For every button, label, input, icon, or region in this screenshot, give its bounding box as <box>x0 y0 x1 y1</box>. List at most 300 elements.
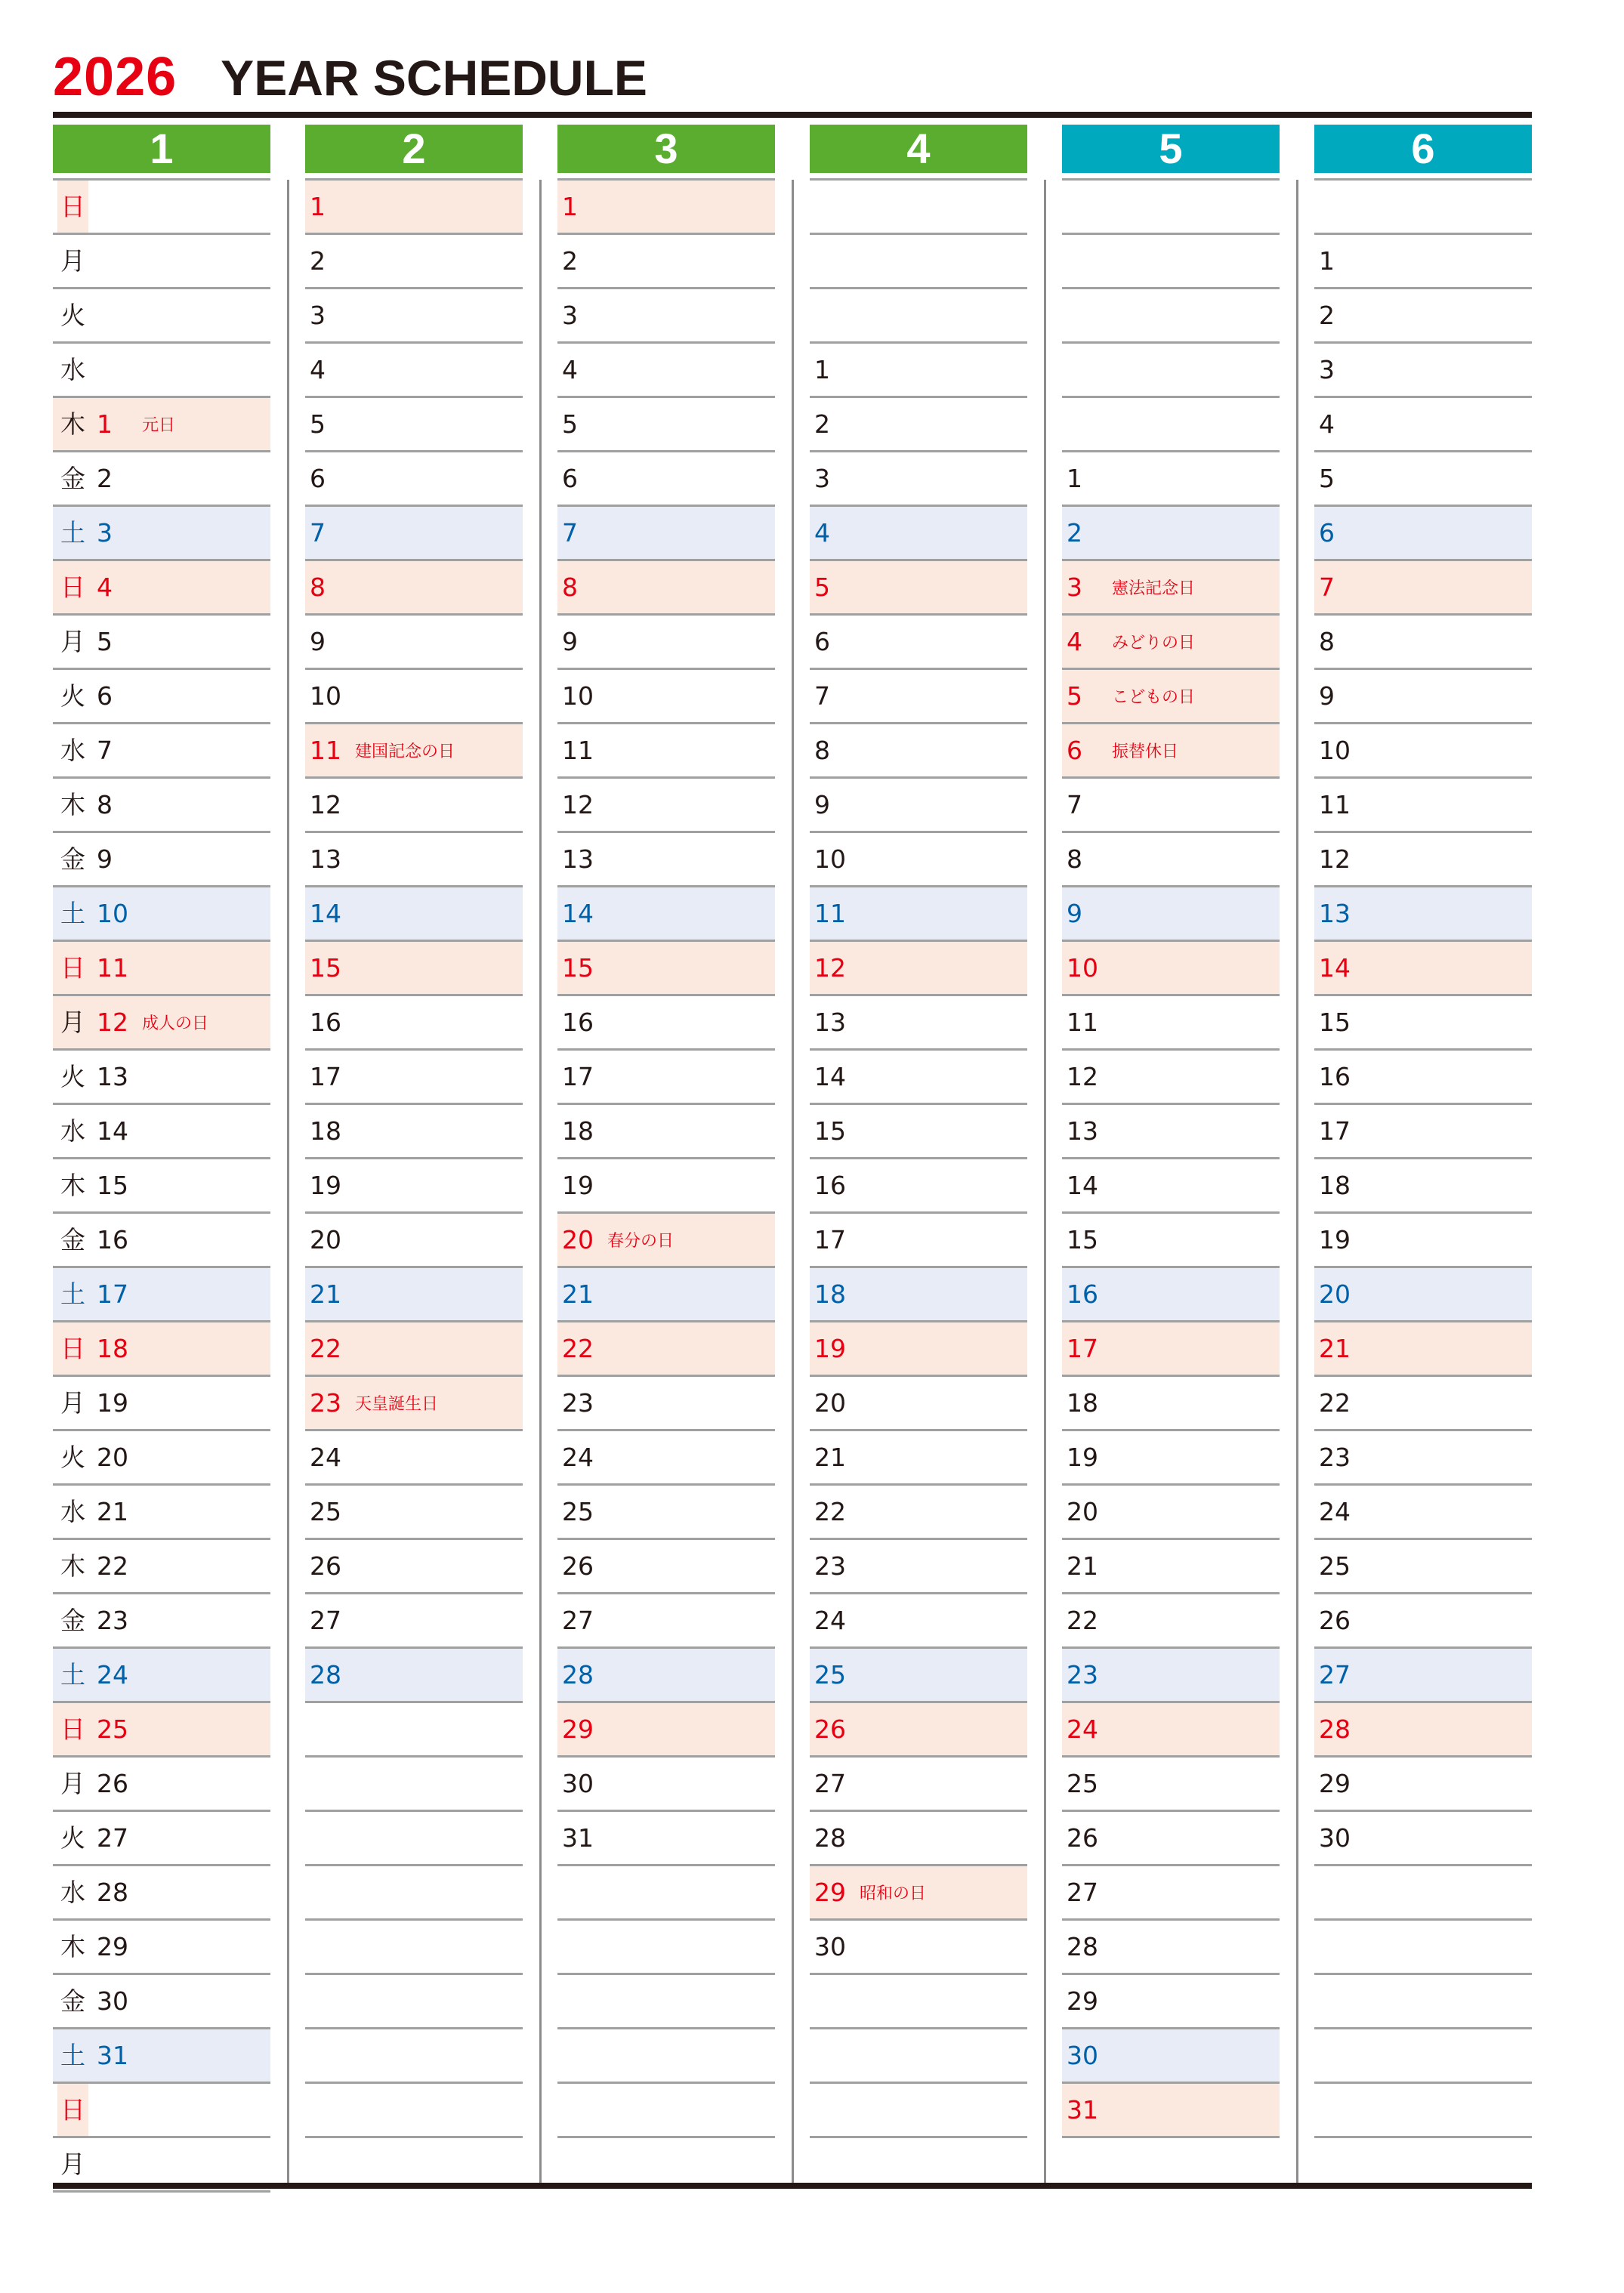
day-row <box>1062 887 1280 942</box>
weekday-text: 木 <box>60 1551 85 1581</box>
day-number: 25 <box>1319 1551 1351 1581</box>
day-number: 10 <box>1067 953 1098 983</box>
day-row <box>810 1486 1027 1540</box>
day-row <box>305 942 523 996</box>
day-row <box>53 1377 270 1431</box>
month-header: 1 <box>53 125 270 173</box>
day-row <box>305 1486 523 1540</box>
day-number: 2 <box>814 409 830 439</box>
empty-row <box>305 1975 523 2029</box>
day-number: 7 <box>97 736 113 765</box>
day-row <box>1062 1812 1280 1866</box>
day-number: 29 <box>562 1714 594 1744</box>
month-header: 4 <box>810 125 1027 173</box>
day-number: 28 <box>97 1878 128 1907</box>
day-number: 15 <box>97 1171 128 1200</box>
day-number: 15 <box>814 1116 846 1146</box>
day-row <box>557 1594 775 1649</box>
day-row <box>810 1377 1027 1431</box>
day-number: 18 <box>814 1279 846 1309</box>
weekday-text: 水 <box>60 736 85 765</box>
day-number: 21 <box>97 1497 128 1526</box>
empty-row <box>305 1921 523 1975</box>
day-number: 15 <box>310 953 341 983</box>
weekday-label <box>53 1540 92 1592</box>
weekday-text: 月 <box>60 1388 85 1418</box>
weekday-text: 水 <box>60 1497 85 1526</box>
day-number: 20 <box>814 1388 846 1418</box>
empty-row <box>305 1812 523 1866</box>
day-row <box>1314 507 1532 561</box>
month-column-3 <box>557 125 775 2138</box>
day-number: 1 <box>97 409 113 439</box>
weekday-text: 土 <box>60 1279 85 1309</box>
day-row <box>305 670 523 724</box>
day-row <box>305 181 523 235</box>
weekday-text: 日 <box>60 953 85 983</box>
day-number: 22 <box>97 1551 128 1581</box>
day-row <box>1314 1268 1532 1322</box>
top-rule <box>53 112 1532 118</box>
day-row <box>53 561 270 616</box>
day-number: 20 <box>1067 1497 1098 1526</box>
day-number: 17 <box>814 1225 846 1255</box>
day-row <box>1314 1594 1532 1649</box>
day-row <box>1314 1540 1532 1594</box>
day-row <box>305 833 523 887</box>
weekday-label <box>53 561 92 613</box>
day-number: 30 <box>97 1986 128 2016</box>
weekday-text: 水 <box>60 355 85 384</box>
day-number: 1 <box>1319 246 1335 276</box>
day-number: 4 <box>97 572 113 602</box>
empty-row <box>810 181 1027 235</box>
day-row <box>53 833 270 887</box>
day-number: 27 <box>562 1606 594 1635</box>
day-number: 2 <box>97 464 113 493</box>
day-row <box>1062 1159 1280 1214</box>
header-gap <box>557 173 775 181</box>
day-row <box>1314 670 1532 724</box>
day-number: 25 <box>814 1660 846 1690</box>
empty-row <box>305 2084 523 2138</box>
day-row <box>305 289 523 344</box>
day-row <box>557 1540 775 1594</box>
day-row <box>305 1431 523 1486</box>
day-row <box>557 1268 775 1322</box>
day-number: 13 <box>814 1008 846 1037</box>
month-column-5 <box>1062 125 1280 2138</box>
weekday-text: 土 <box>60 2041 85 2070</box>
column-divider <box>792 180 794 2183</box>
day-row <box>1062 1377 1280 1431</box>
day-number: 9 <box>310 627 326 656</box>
weekday-text: 火 <box>60 681 85 711</box>
day-row <box>1314 1051 1532 1105</box>
holiday-name: こどもの日 <box>1112 688 1196 707</box>
day-row <box>53 942 270 996</box>
day-number: 24 <box>1319 1497 1351 1526</box>
day-number: 3 <box>562 301 578 330</box>
weekday-label <box>53 670 92 722</box>
page-title <box>53 47 647 107</box>
day-number: 19 <box>814 1334 846 1363</box>
day-number: 23 <box>1319 1443 1351 1472</box>
header-gap <box>1314 173 1532 181</box>
day-row <box>1314 289 1532 344</box>
day-row <box>1314 1377 1532 1431</box>
day-number: 26 <box>1067 1823 1098 1853</box>
weekday-text: 月 <box>60 246 85 276</box>
column-divider <box>539 180 542 2183</box>
day-number: 29 <box>1319 1769 1351 1798</box>
day-row <box>53 1105 270 1159</box>
empty-row <box>810 235 1027 289</box>
day-row <box>1314 616 1532 670</box>
empty-row <box>53 235 270 289</box>
day-number: 17 <box>562 1062 594 1091</box>
weekday-text: 水 <box>60 1116 85 1146</box>
day-number: 6 <box>562 464 578 493</box>
day-row <box>1062 1431 1280 1486</box>
day-row <box>810 1105 1027 1159</box>
weekday-text: 土 <box>60 1660 85 1690</box>
day-number: 22 <box>310 1334 341 1363</box>
day-row <box>810 1051 1027 1105</box>
day-row <box>1314 1105 1532 1159</box>
day-number: 25 <box>310 1497 341 1526</box>
weekday-label <box>53 1051 92 1103</box>
weekday-label <box>53 344 92 396</box>
day-number: 10 <box>1319 736 1351 765</box>
day-row <box>305 1377 523 1431</box>
day-row <box>1062 1051 1280 1105</box>
empty-row <box>557 1975 775 2029</box>
weekday-label <box>53 1758 92 1810</box>
day-row <box>53 2029 270 2084</box>
weekday-label <box>53 452 92 505</box>
day-row <box>53 1975 270 2029</box>
day-number: 12 <box>562 790 594 819</box>
day-number: 31 <box>97 2041 128 2070</box>
day-number: 7 <box>310 518 326 548</box>
day-number: 16 <box>97 1225 128 1255</box>
day-number: 10 <box>562 681 594 711</box>
day-number: 13 <box>97 1062 128 1091</box>
day-row <box>810 1866 1027 1921</box>
day-number: 5 <box>814 572 830 602</box>
weekday-text: 火 <box>60 301 85 330</box>
weekday-label <box>53 398 92 450</box>
day-row <box>557 289 775 344</box>
day-number: 11 <box>97 953 128 983</box>
empty-row <box>1314 2084 1532 2138</box>
day-row <box>53 616 270 670</box>
day-row <box>53 1921 270 1975</box>
day-row <box>305 561 523 616</box>
day-number: 25 <box>1067 1769 1098 1798</box>
day-number: 2 <box>562 246 578 276</box>
day-number: 14 <box>814 1062 846 1091</box>
day-number: 26 <box>562 1551 594 1581</box>
day-number: 14 <box>1319 953 1351 983</box>
day-number: 5 <box>97 627 113 656</box>
empty-row <box>1062 235 1280 289</box>
weekday-label <box>53 616 92 668</box>
day-row <box>53 887 270 942</box>
day-row <box>1062 1703 1280 1758</box>
day-number: 31 <box>1067 2095 1098 2125</box>
weekday-text: 土 <box>60 899 85 928</box>
day-row <box>1062 1540 1280 1594</box>
title-label: YEAR SCHEDULE <box>221 50 647 106</box>
day-number: 4 <box>814 518 830 548</box>
day-row <box>810 1159 1027 1214</box>
day-row <box>1314 1758 1532 1812</box>
day-row <box>557 1486 775 1540</box>
holiday-name: 元日 <box>142 416 176 435</box>
day-number: 15 <box>1067 1225 1098 1255</box>
day-row <box>557 1703 775 1758</box>
weekday-label <box>53 507 92 559</box>
day-number: 13 <box>1067 1116 1098 1146</box>
weekday-label <box>53 1486 92 1538</box>
day-row <box>810 1758 1027 1812</box>
weekday-label <box>53 1105 92 1157</box>
day-row <box>557 1105 775 1159</box>
empty-row <box>1314 2029 1532 2084</box>
day-row <box>557 398 775 452</box>
day-number: 18 <box>310 1116 341 1146</box>
day-number: 6 <box>1067 736 1082 765</box>
empty-row <box>557 1866 775 1921</box>
day-row <box>810 724 1027 779</box>
day-number: 3 <box>310 301 326 330</box>
day-number: 11 <box>562 736 594 765</box>
weekday-text: 日 <box>57 2084 88 2136</box>
day-row <box>557 833 775 887</box>
day-row <box>53 779 270 833</box>
empty-row <box>810 2029 1027 2084</box>
weekday-label <box>53 1975 92 2027</box>
day-row <box>557 616 775 670</box>
month-header: 6 <box>1314 125 1532 173</box>
day-number: 23 <box>1067 1660 1098 1690</box>
day-number: 24 <box>310 1443 341 1472</box>
weekday-text: 月 <box>60 1008 85 1037</box>
day-row <box>53 1159 270 1214</box>
weekday-text: 金 <box>60 844 85 874</box>
day-row <box>1062 724 1280 779</box>
day-number: 8 <box>1067 844 1082 874</box>
day-row <box>305 507 523 561</box>
day-row <box>557 344 775 398</box>
weekday-label <box>53 779 92 831</box>
day-row <box>53 507 270 561</box>
day-number: 17 <box>1319 1116 1351 1146</box>
holiday-name: 建国記念の日 <box>355 742 455 761</box>
day-row <box>1062 1921 1280 1975</box>
day-number: 19 <box>1067 1443 1098 1472</box>
empty-row <box>1314 1921 1532 1975</box>
empty-row <box>305 1758 523 1812</box>
day-number: 20 <box>310 1225 341 1255</box>
day-number: 5 <box>1067 681 1082 711</box>
day-number: 10 <box>97 899 128 928</box>
day-row <box>1314 1322 1532 1377</box>
day-row <box>1062 1975 1280 2029</box>
weekday-text: 木 <box>60 409 85 439</box>
empty-row <box>1314 181 1532 235</box>
day-row <box>305 235 523 289</box>
weekday-text: 火 <box>60 1062 85 1091</box>
day-row <box>53 1703 270 1758</box>
day-row <box>1062 1214 1280 1268</box>
weekday-label <box>53 724 92 776</box>
day-row <box>53 1051 270 1105</box>
weekday-text: 月 <box>60 2149 85 2179</box>
day-row <box>810 1322 1027 1377</box>
header-gap <box>305 173 523 181</box>
day-number: 17 <box>310 1062 341 1091</box>
day-number: 5 <box>562 409 578 439</box>
day-row <box>305 1214 523 1268</box>
day-number: 29 <box>814 1878 846 1907</box>
day-row <box>305 1268 523 1322</box>
day-row <box>557 996 775 1051</box>
empty-row <box>1062 344 1280 398</box>
day-row <box>305 1051 523 1105</box>
day-number: 27 <box>814 1769 846 1798</box>
empty-row <box>305 1703 523 1758</box>
day-number: 2 <box>1319 301 1335 330</box>
month-column-4 <box>810 125 1027 2138</box>
day-number: 8 <box>97 790 113 819</box>
day-row <box>1314 1812 1532 1866</box>
weekday-text: 金 <box>60 464 85 493</box>
day-row <box>53 1594 270 1649</box>
day-number: 16 <box>1067 1279 1098 1309</box>
day-row <box>53 1812 270 1866</box>
day-row <box>53 452 270 507</box>
day-number: 9 <box>562 627 578 656</box>
day-number: 28 <box>562 1660 594 1690</box>
empty-row <box>53 2084 270 2138</box>
day-row <box>305 779 523 833</box>
empty-row <box>53 289 270 344</box>
weekday-text: 木 <box>60 1932 85 1961</box>
day-row <box>305 724 523 779</box>
day-row <box>53 398 270 452</box>
day-row <box>557 779 775 833</box>
day-row <box>810 1649 1027 1703</box>
day-number: 6 <box>310 464 326 493</box>
day-row <box>810 398 1027 452</box>
day-number: 22 <box>814 1497 846 1526</box>
day-number: 11 <box>1067 1008 1098 1037</box>
day-number: 7 <box>562 518 578 548</box>
day-row <box>305 398 523 452</box>
empty-row <box>1062 289 1280 344</box>
weekday-label <box>53 1377 92 1429</box>
day-row <box>305 616 523 670</box>
month-column-1 <box>53 125 270 2193</box>
day-number: 3 <box>814 464 830 493</box>
day-number: 8 <box>1319 627 1335 656</box>
header-gap <box>810 173 1027 181</box>
day-number: 24 <box>97 1660 128 1690</box>
day-number: 14 <box>1067 1171 1098 1200</box>
weekday-text: 金 <box>60 1986 85 2016</box>
weekday-text: 木 <box>60 1171 85 1200</box>
day-number: 26 <box>97 1769 128 1798</box>
weekday-label <box>53 235 92 287</box>
day-row <box>305 1159 523 1214</box>
day-number: 19 <box>1319 1225 1351 1255</box>
day-row <box>53 1758 270 1812</box>
holiday-name: 成人の日 <box>142 1014 209 1033</box>
empty-row <box>53 181 270 235</box>
day-row <box>53 1268 270 1322</box>
month-column-2 <box>305 125 523 2138</box>
day-number: 22 <box>1319 1388 1351 1418</box>
day-row <box>810 507 1027 561</box>
day-row <box>1314 1159 1532 1214</box>
day-number: 21 <box>1319 1334 1351 1363</box>
day-row <box>1314 1214 1532 1268</box>
day-number: 25 <box>97 1714 128 1744</box>
day-number: 4 <box>310 355 326 384</box>
day-number: 28 <box>814 1823 846 1853</box>
day-number: 18 <box>562 1116 594 1146</box>
weekday-label <box>53 1649 92 1701</box>
day-number: 25 <box>562 1497 594 1526</box>
weekday-text: 金 <box>60 1606 85 1635</box>
day-row <box>305 1322 523 1377</box>
day-number: 9 <box>97 844 113 874</box>
day-number: 13 <box>1319 899 1351 928</box>
weekday-text: 月 <box>60 1769 85 1798</box>
empty-row <box>1314 1866 1532 1921</box>
day-number: 29 <box>1067 1986 1098 2016</box>
day-number: 20 <box>97 1443 128 1472</box>
weekday-text: 水 <box>60 1878 85 1907</box>
day-number: 12 <box>310 790 341 819</box>
header-gap <box>53 173 270 181</box>
empty-row <box>53 344 270 398</box>
day-number: 20 <box>1319 1279 1351 1309</box>
day-number: 27 <box>1319 1660 1351 1690</box>
bottom-rule <box>53 2183 1532 2189</box>
day-row <box>1062 1486 1280 1540</box>
day-row <box>557 942 775 996</box>
day-row <box>305 344 523 398</box>
day-row <box>810 833 1027 887</box>
day-row <box>1314 724 1532 779</box>
empty-row <box>305 2029 523 2084</box>
day-row <box>305 1649 523 1703</box>
day-row <box>305 887 523 942</box>
day-number: 12 <box>1067 1062 1098 1091</box>
day-row <box>1062 1105 1280 1159</box>
day-row <box>1062 779 1280 833</box>
day-row <box>1314 996 1532 1051</box>
day-number: 8 <box>310 572 326 602</box>
weekday-label <box>53 289 92 341</box>
day-number: 23 <box>310 1388 341 1418</box>
day-number: 26 <box>1319 1606 1351 1635</box>
day-number: 27 <box>310 1606 341 1635</box>
